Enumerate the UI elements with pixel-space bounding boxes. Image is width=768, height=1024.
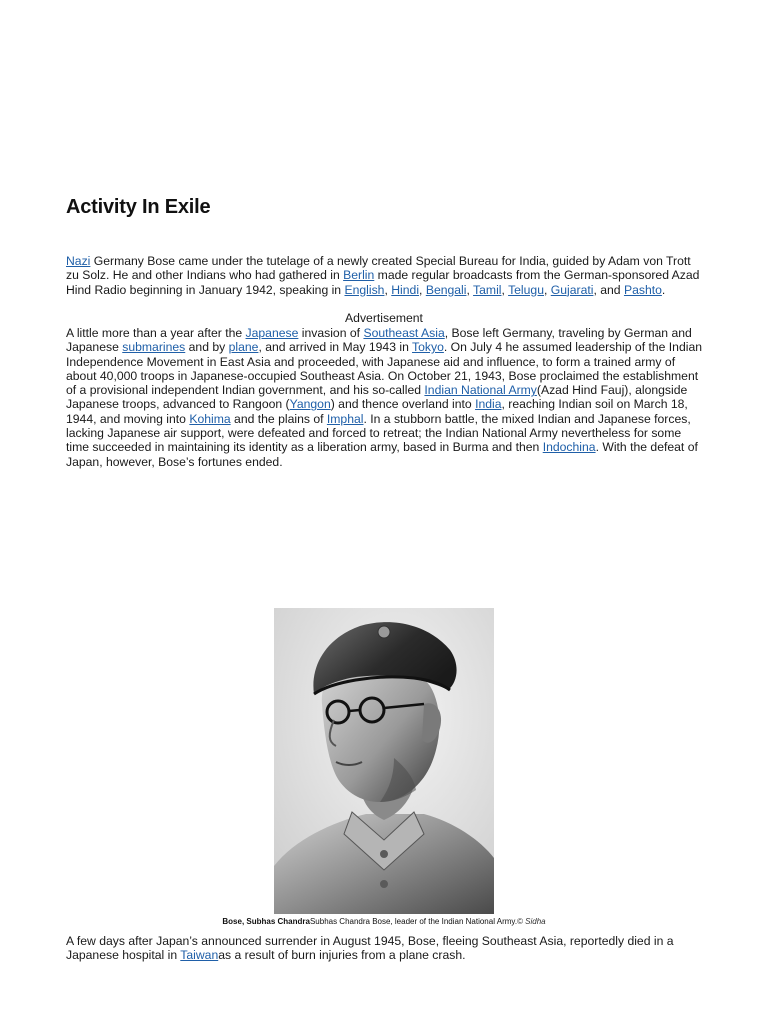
link-india[interactable]: India: [475, 397, 502, 412]
text-segment: Germany Bose came under the tutelage of a newly created Special Bureau for India, guided by Adam von Trott zu Solz. He and other Indians who had gathered in: [66, 254, 691, 283]
link-telugu[interactable]: Telugu: [508, 282, 544, 297]
link-bengali[interactable]: Bengali: [425, 282, 467, 297]
text-segment: A little more than a year after the: [66, 326, 246, 340]
link-indochina[interactable]: Indochina: [542, 440, 596, 455]
caption-name: Bose, Subhas Chandra: [222, 917, 310, 926]
text-segment: , and arrived in May 1943 in: [258, 340, 413, 355]
text-segment: . In a stubborn battle, the mixed Indian and Japanese forces, lacking Japanese air support, were defeated and forced to retreat; the Indian National Army nevertheless for some time succeeded in maintaining its identity as a liberation army, based in Burma and then: [66, 411, 691, 455]
caption-text: Subhas Chandra Bose, leader of the Indian National Army.: [309, 917, 518, 926]
text-segment: ) and thence overland into: [330, 397, 476, 412]
section-title: Activity In Exile: [66, 196, 211, 218]
link-japanese[interactable]: Japanese: [245, 326, 299, 340]
portrait-photo: [274, 608, 494, 914]
text-segment: ,: [419, 282, 426, 297]
link-yangon[interactable]: Yangon: [289, 397, 331, 412]
text-segment: as a result of burn injuries from a plane crash.: [218, 948, 466, 963]
caption-credit: © Sidha: [517, 917, 546, 926]
text-segment: and the plains of: [230, 411, 327, 426]
link-english[interactable]: English: [344, 282, 385, 297]
text-segment: , Bose left Germany, traveling by German and Japanese: [66, 326, 692, 355]
link-submarines[interactable]: submarines: [122, 340, 186, 355]
text-segment: , reaching Indian soil on March 18, 1944, and moving into: [66, 397, 688, 426]
link-plane[interactable]: plane: [228, 340, 259, 355]
link-indian-national-army[interactable]: Indian National Army: [424, 383, 537, 398]
link-taiwan[interactable]: Taiwan: [180, 948, 219, 963]
text-segment: ,: [466, 282, 474, 297]
text-segment: ,: [501, 282, 509, 297]
paragraph-southeast-asia: [66, 326, 706, 469]
link-nazi[interactable]: Nazi: [66, 254, 91, 268]
link-kohima[interactable]: Kohima: [189, 411, 231, 426]
link-pashto[interactable]: Pashto: [623, 282, 662, 297]
text-segment: invasion of: [298, 326, 364, 340]
text-segment: (Azad Hind Fauj), alongside Japanese troops, advanced to Rangoon (: [66, 383, 688, 412]
link-tamil[interactable]: Tamil: [473, 282, 502, 297]
text-segment: . With the defeat of Japan, however, Bose’s fortunes ended.: [66, 440, 698, 469]
link-berlin[interactable]: Berlin: [343, 268, 375, 283]
advertisement-label: Advertisement: [345, 311, 423, 325]
link-southeast-asia[interactable]: Southeast Asia: [363, 326, 445, 340]
link-imphal[interactable]: Imphal: [326, 411, 364, 426]
text-segment: ,: [543, 282, 551, 297]
link-gujarati[interactable]: Gujarati: [550, 282, 594, 297]
text-segment: . On July 4 he assumed leadership of the Indian Independence Movement in East Asia and proceeded, with Japanese aid and influence, to form a trained army of about 40,000 troops in Japanese-occupied Southeast Asia. On October 21, 1943, Bose proclaimed the establishment of a provisional independent Indian government, and his so-called: [66, 340, 703, 398]
text-segment: , and: [593, 282, 624, 297]
paragraph-exile-germany: [66, 254, 706, 297]
text-segment: and by: [185, 340, 229, 355]
photo-caption: [0, 917, 768, 927]
paragraph-death: [66, 934, 706, 963]
text-segment: made regular broadcasts from the German-sponsored Azad Hind Radio beginning in January 1942, speaking in: [66, 268, 700, 297]
link-tokyo[interactable]: Tokyo: [412, 340, 444, 355]
text-segment: ,: [384, 282, 392, 297]
portrait-illustration: [274, 608, 494, 914]
text-segment: A few days after Japan’s announced surrender in August 1945, Bose, fleeing Southeast Asia, reportedly died in a Japanese hospital in: [66, 934, 674, 963]
link-hindi[interactable]: Hindi: [391, 282, 420, 297]
text-segment: .: [661, 282, 666, 297]
